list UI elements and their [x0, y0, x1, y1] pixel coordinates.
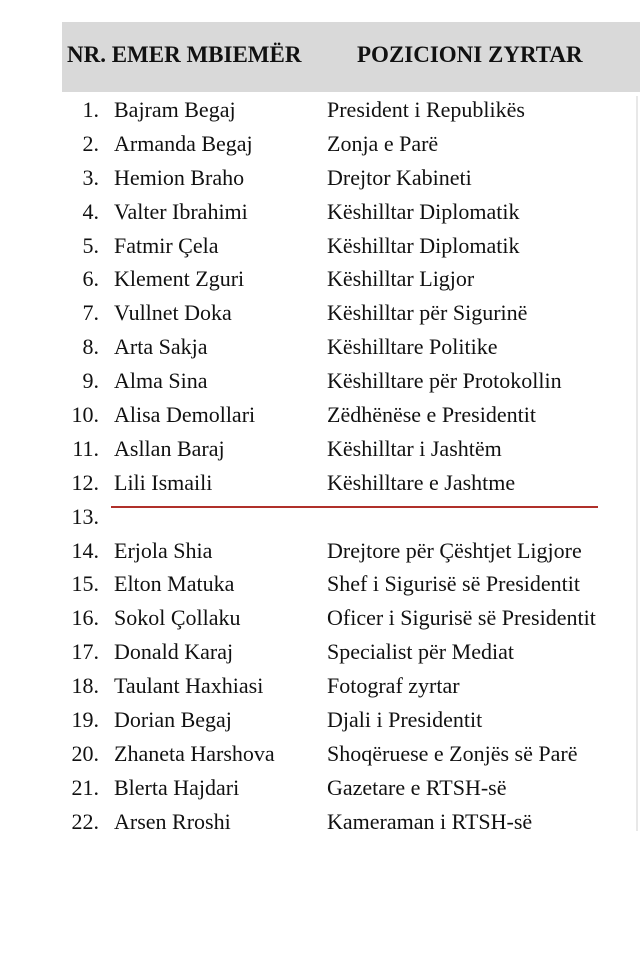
row-number: 18.: [71, 673, 99, 699]
row-position: Shef i Sigurisë së Presidentit: [327, 571, 580, 597]
row-position: Shoqëruese e Zonjës së Parë: [327, 740, 578, 766]
table-row: [0, 670, 640, 704]
table-row: [0, 806, 640, 840]
header-position: POZICIONI ZYRTAR: [357, 42, 583, 67]
row-number: 20.: [71, 740, 99, 766]
row-name: Sokol Çollaku: [114, 605, 241, 631]
header-nr-name: NR. EMER MBIEMËR: [67, 42, 302, 67]
row-number: 3.: [82, 164, 99, 190]
row-number: 13.: [71, 503, 99, 529]
row-number: 9.: [82, 368, 99, 394]
row-name: Donald Karaj: [114, 639, 234, 665]
table-row: [0, 704, 640, 738]
row-name: Erjola Shia: [114, 537, 213, 563]
table-row: [0, 94, 640, 128]
row-position: Fotograf zyrtar: [327, 673, 460, 699]
row-position: Këshilltare e Jashtme: [327, 469, 516, 495]
row-name: Asllan Baraj: [114, 435, 225, 461]
row-number: 15.: [71, 571, 99, 597]
row-name: Lili Ismaili: [114, 469, 213, 495]
row-position: Specialist për Mediat: [327, 639, 514, 665]
table-row: [0, 738, 640, 772]
table-row: [0, 331, 640, 365]
row-position: Këshilltar Diplomatik: [327, 232, 520, 258]
row-name: Elton Matuka: [114, 571, 235, 597]
row-number: 10.: [71, 402, 99, 428]
row-name: Arta Sakja: [114, 334, 208, 360]
row-position: Këshilltare për Protokollin: [327, 368, 562, 394]
row-number: 4.: [82, 198, 99, 224]
row-number: 1.: [82, 97, 99, 122]
row-number: 5.: [82, 232, 99, 258]
row-position: Oficer i Sigurisë së Presidentit: [327, 605, 596, 631]
table-row: [0, 602, 640, 636]
table-row: [0, 433, 640, 467]
row-position: Drejtor Kabineti: [327, 164, 472, 190]
page-edge-shadow: [636, 96, 638, 831]
table-row: [0, 365, 640, 399]
row-name: Hemion Braho: [114, 164, 245, 190]
row-name: Dorian Begaj: [114, 707, 232, 733]
row-number: 17.: [71, 639, 99, 665]
row-name: Blerta Hajdari: [114, 774, 240, 800]
table-row: [0, 636, 640, 670]
row-position: Zonja e Parë: [327, 130, 439, 156]
row-position: Djali i Presidentit: [327, 707, 483, 733]
row-number: 19.: [71, 707, 99, 733]
table-header: [62, 22, 640, 92]
row-position: Drejtore për Çështjet Ligjore: [327, 537, 582, 563]
row-position: Këshilltar Ligjor: [327, 266, 475, 292]
table-row: [0, 162, 640, 196]
table-row: [0, 263, 640, 297]
row-position: President i Republikës: [327, 97, 525, 122]
table-row: [0, 535, 640, 569]
row-number: 22.: [71, 808, 99, 834]
row-name: Taulant Haxhiasi: [114, 673, 264, 699]
row-name: Alisa Demollari: [114, 402, 256, 428]
row-name: Bajram Begaj: [114, 97, 236, 122]
row-name: Alma Sina: [114, 368, 208, 394]
row-number: 21.: [71, 774, 99, 800]
row-position: Këshilltar për Sigurinë: [327, 300, 528, 326]
table-row: [0, 196, 640, 230]
row-number: 11.: [72, 435, 99, 461]
row-position: Këshilltar i Jashtëm: [327, 435, 502, 461]
row-number: 14.: [71, 537, 99, 563]
row-name: Klement Zguri: [114, 266, 245, 292]
row-name: Valter Ibrahimi: [114, 198, 248, 224]
row-number: 16.: [71, 605, 99, 631]
row-number: 8.: [82, 334, 99, 360]
row-position: Kameraman i RTSH-së: [327, 808, 533, 834]
row-position: Këshilltar Diplomatik: [327, 198, 520, 224]
row-name: Zhaneta Harshova: [114, 740, 275, 766]
row-number: 6.: [82, 266, 99, 292]
table-body: [0, 94, 640, 840]
table-row: [0, 772, 640, 806]
row-position: Zëdhënëse e Presidentit: [327, 402, 536, 428]
table-row: [0, 399, 640, 433]
row-name: Fatmir Çela: [114, 232, 219, 258]
table-row: [0, 568, 640, 602]
table-row: [0, 230, 640, 264]
row-position: Këshilltare Politike: [327, 334, 498, 360]
table-row: [0, 128, 640, 162]
red-separator-line: [111, 506, 598, 508]
row-number: 7.: [82, 300, 99, 326]
row-position: Gazetare e RTSH-së: [327, 774, 507, 800]
row-name: Armanda Begaj: [114, 130, 253, 156]
table-row: [0, 467, 640, 501]
row-name: Arsen Rroshi: [114, 808, 231, 834]
row-number: 12.: [71, 469, 99, 495]
row-number: 2.: [82, 130, 99, 156]
row-name: Vullnet Doka: [114, 300, 232, 326]
table-row: [0, 297, 640, 331]
